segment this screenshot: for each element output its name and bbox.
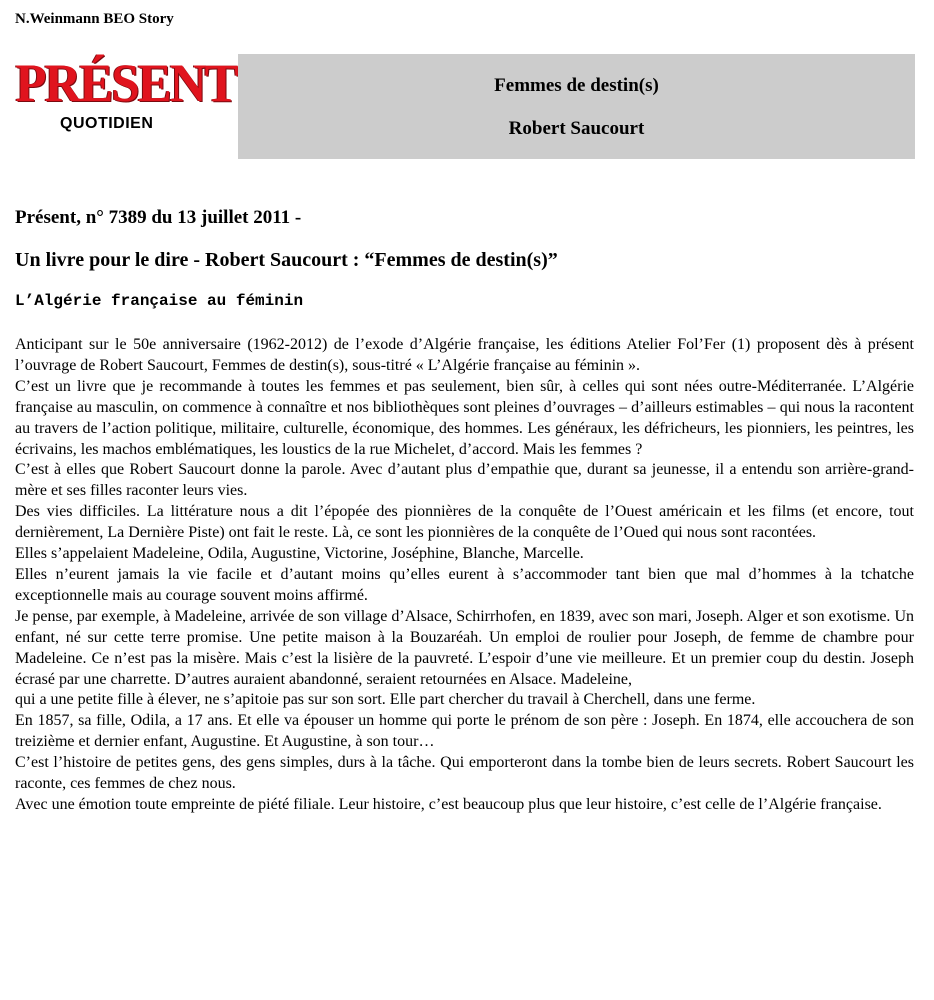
article-subtitle: L’Algérie française au féminin (15, 292, 304, 310)
book-title: Femmes de destin(s) (494, 75, 659, 96)
article-body (15, 335, 914, 816)
paragraph: Je pense, par exemple, à Madeleine, arrivée de son village d’Alsace, Schirrhofen, en 1839, avec son mari, Joseph. Alger et son exotisme. Un enfant, né sur cette terre promise. Une petite maison à la Bouzaréah. Un emploi de roulier pour Joseph, de femme de chambre pour Madeleine. Ce n’est pas la misère. Mais c’est la lisière de la pauvreté. L’espoir d’une vie meilleure. Et un premier coup du destin. Joseph écrasé par une charrette. D’autres auraient abandonné, seraient retournées en Alsace. Madeleine, (15, 607, 914, 688)
paragraph: C’est un livre que je recommande à toutes les femmes et pas seulement, bien sûr, à celles qui sont nées outre-Méditerranée. L’Algérie française au masculin, on commence à connaître et nos bibliothèques sont pleines d’ouvrages – d’ailleurs estimables – qui nous la racontent au travers de l’action politique, militaire, culturelle, économique, des hommes. Les généraux, les défricheurs, les pionniers, les peintres, les écrivains, les machos emblématiques, les loustics de la rue Michelet, d’accord. Mais les femmes ? (15, 377, 914, 458)
paragraph: C’est l’histoire de petites gens, des gens simples, durs à la tâche. Qui emporteront dans la tombe bien de leurs secrets. Robert Saucourt les raconte, ces femmes de chez nous. (15, 754, 914, 793)
present-quotidien-logo (15, 56, 237, 142)
title-box (238, 54, 915, 159)
issue-line: Présent, n° 7389 du 13 juillet 2011 - (15, 207, 302, 228)
article-headline: Un livre pour le dire - Robert Saucourt : “Femmes de destin(s)” (15, 249, 558, 271)
paragraph: Avec une émotion toute empreinte de piété filiale. Leur histoire, c’est beaucoup plus que leur histoire, c’est celle de l’Algérie française. (15, 795, 882, 813)
paragraph: Des vies difficiles. La littérature nous a dit l’épopée des pionnières de la conquête de l’Ouest américain et les films (et encore, tout dernièrement, La Dernière Piste) ont fait le reste. Là, ce sont les pionnières de la conquête de l’Oued qui nous sont racontées. (15, 503, 914, 542)
logo-wordmark: PRÉSENT (15, 54, 237, 114)
paragraph: En 1857, sa fille, Odila, a 17 ans. Et elle va épouser un homme qui porte le prénom de son père : Joseph. En 1874, elle accouchera de son treizième et dernier enfant, Augustine. Et Augustine, à son tour… (15, 712, 914, 751)
site-header: N.Weinmann BEO Story (15, 11, 174, 27)
logo-subtitle: QUOTIDIEN (60, 115, 154, 132)
paragraph: qui a une petite fille à élever, ne s’apitoie pas sur son sort. Elle part chercher du travail à Cherchell, dans une ferme. (15, 691, 756, 709)
paragraph: Anticipant sur le 50e anniversaire (1962-2012) de l’exode d’Algérie française, les éditions Atelier Fol’Fer (1) proposent dès à présent l’ouvrage de Robert Saucourt, Femmes de destin(s), sous-titré « L’Algérie française au féminin ». (15, 336, 914, 374)
paragraph: C’est à elles que Robert Saucourt donne la parole. Avec d’autant plus d’empathie que, durant sa jeunesse, il a entendu son arrière-grand-mère et ses filles raconter leurs vies. (15, 461, 914, 500)
book-author: Robert Saucourt (508, 118, 645, 139)
paragraph: Elles n’eurent jamais la vie facile et d’autant moins qu’elles eurent à s’accommoder tant bien que mal d’hommes à la tchatche exceptionnelle mais au courage souvent moins affirmé. (15, 565, 914, 604)
paragraph: Elles s’appelaient Madeleine, Odila, Augustine, Victorine, Joséphine, Blanche, Marcelle. (15, 545, 584, 563)
